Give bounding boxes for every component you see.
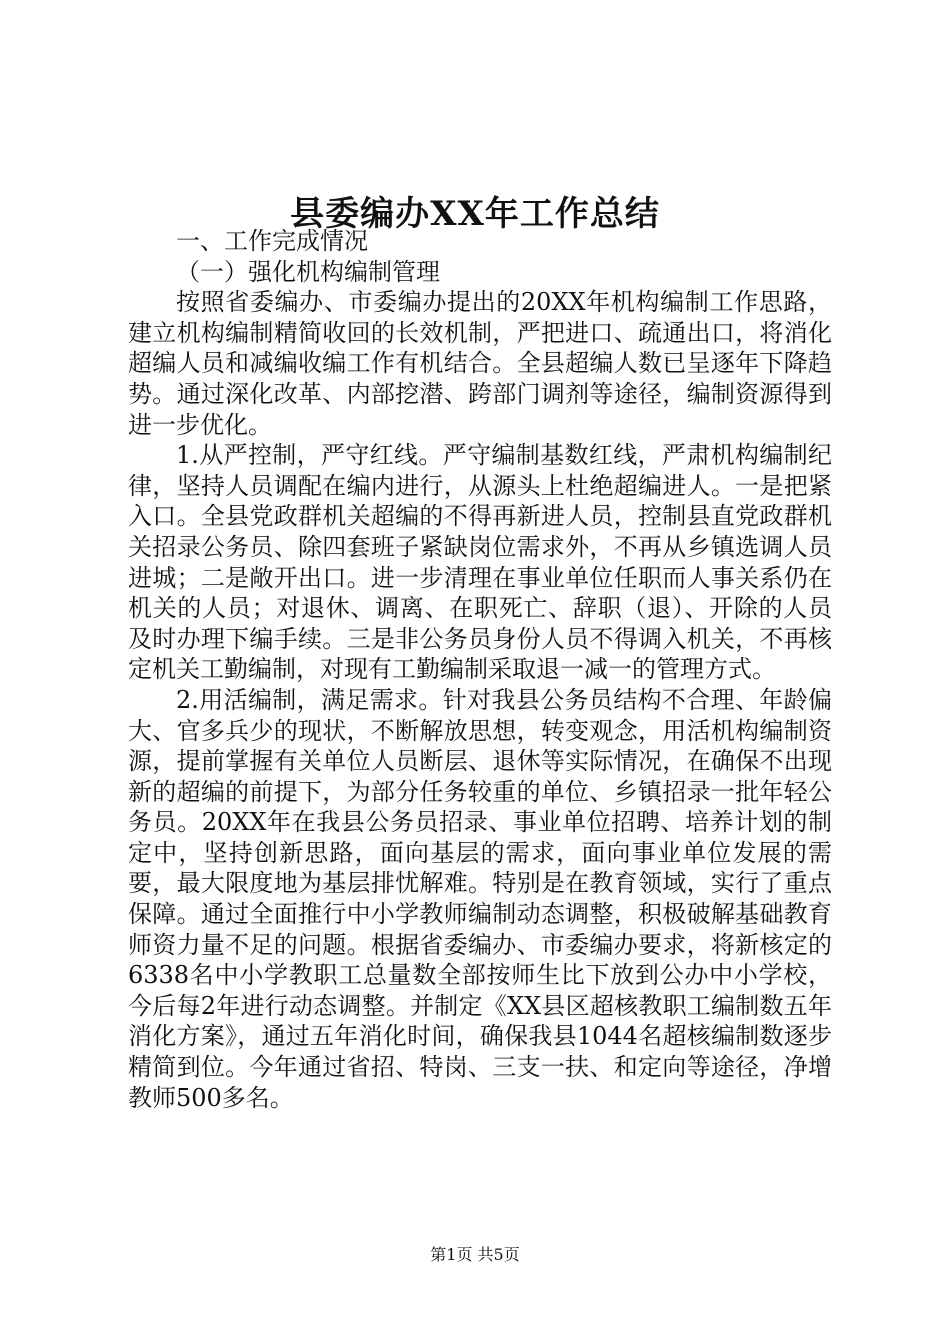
section-heading: 一、工作完成情况 (176, 227, 368, 255)
document-body (128, 226, 832, 1113)
paragraph-control: 1.从严控制，严守红线。严守编制基数红线，严肃机构编制纪律，坚持人员调配在编内进行，从源头上杜绝超编进人。一是把紧入口。全县党政群机关超编的不得再新进人员，控制县直党政群机关招录公务员、除四套班子紧缺岗位需求外，不再从乡镇选调人员进城；二是敞开出口。进一步清理在事业单位任职而人事关系仍在机关的人员；对退休、调离、在职死亡、辞职（退）、开除的人员及时办理下编手续。三是非公务员身份人员不得调入机关，不再核定机关工勤编制，对现有工勤编制采取退一减一的管理方式。 (128, 441, 832, 684)
subsection-heading: （一）强化机构编制管理 (176, 257, 440, 286)
document-title: 县委编办XX年工作总结 (290, 194, 660, 234)
page-number-footer: 第1页 共5页 (430, 1245, 520, 1264)
paragraph-intro: 按照省委编办、市委编办提出的20XX年机构编制工作思路，建立机构编制精简收回的长效机制，严把进口、疏通出口，将消化超编人员和减编收编工作有机结合。全县超编人数已呈逐年下降趋势。通过深化改革、内部挖潜、跨部门调剂等途径，编制资源得到进一步优化。 (128, 288, 832, 439)
paragraph-flexible: 2.用活编制，满足需求。针对我县公务员结构不合理、年龄偏大、官多兵少的现状，不断解放思想，转变观念，用活机构编制资源，提前掌握有关单位人员断层、退休等实际情况，在确保不出现新的超编的前提下，为部分任务较重的单位、乡镇招录一批年轻公务员。20XX年在我县公务员招录、事业单位招聘、培养计划的制定中，坚持创新思路，面向基层的需求，面向事业单位发展的需要，最大限度地为基层排忧解难。特别是在教育领域，实行了重点保障。通过全面推行中小学教师编制动态调整，积极破解基础教育师资力量不足的问题。根据省委编办、市委编办要求，将新核定的6338名中小学教职工总量数全部按师生比下放到公办中小学校，今后每2年进行动态调整。并制定《XX县区超核教职工编制数五年消化方案》，通过五年消化时间，确保我县1044名超核编制数逐步精简到位。今年通过省招、特岗、三支一扶、和定向等途径，净增教师500多名。 (128, 685, 832, 1112)
